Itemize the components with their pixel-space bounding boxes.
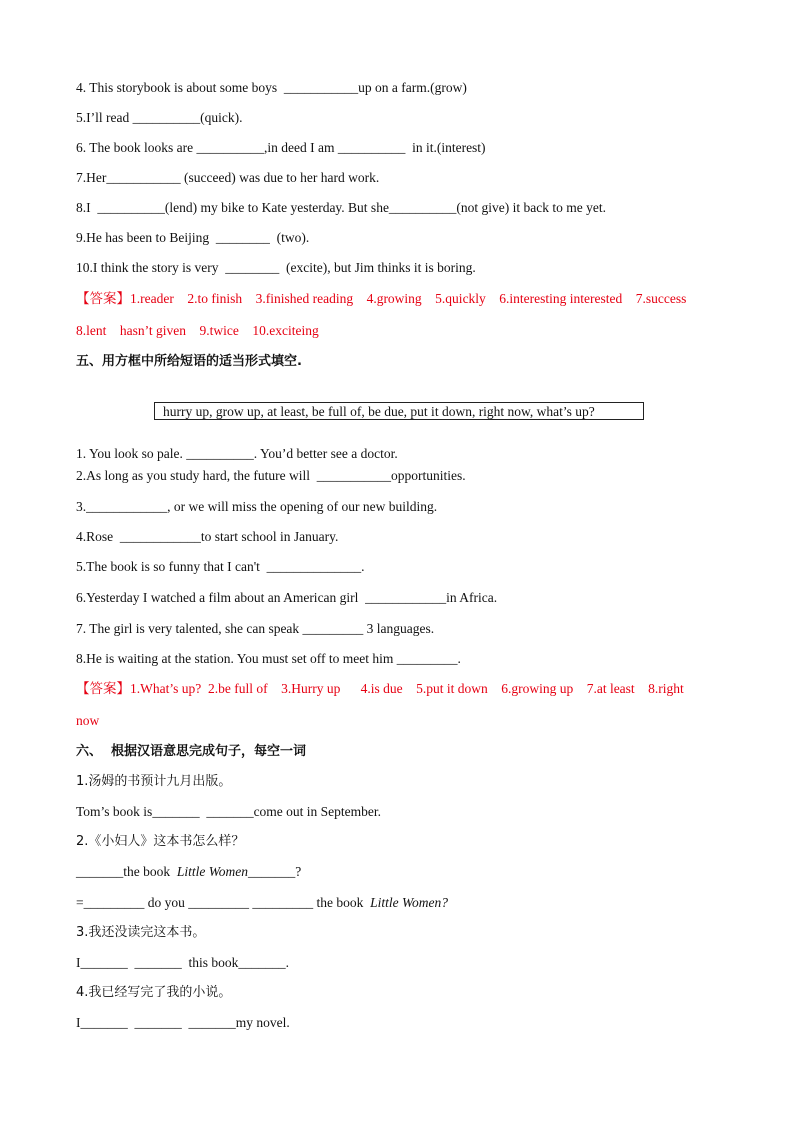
question-5-3: 3.____________, or we will miss the opening of our new building.	[76, 499, 438, 514]
question-5-2: 2.As long as you study hard, the future will ___________opportunities.	[76, 468, 466, 483]
question-6-2-chinese: 2.《小妇人》这本书怎么样？	[76, 834, 245, 849]
q2a-suffix: _______?	[248, 864, 302, 879]
question-6-3-english: I_______ _______ this book_______.	[76, 955, 290, 970]
question-4-7: 7.Her___________ (succeed) was due to her hard work.	[76, 170, 380, 185]
question-6-4-chinese: 4.我已经写完了我的小说。	[76, 985, 232, 1000]
q2b-prefix: =_________ do you _________ _________ the book	[76, 895, 371, 910]
phrase-box: hurry up, grow up, at least, be full of, be due, put it down, right now, what’s up?	[154, 402, 644, 420]
question-6-4-english: I_______ _______ _______my novel.	[76, 1015, 290, 1030]
question-6-2-english-a	[76, 863, 301, 881]
question-6-2-english-b	[76, 894, 448, 912]
question-5-5: 5.The book is so funny that I can't ______________.	[76, 559, 365, 574]
question-6-1-english: Tom’s book is_______ _______come out in September.	[76, 804, 382, 819]
question-6-3-chinese: 3.我还没读完这本书。	[76, 925, 206, 940]
answer-key-section5-line2: now	[76, 713, 100, 728]
question-4-4: 4. This storybook is about some boys ___________up on a farm.(grow)	[76, 80, 467, 95]
q2a-prefix: _______the book	[76, 864, 177, 879]
question-4-8: 8.I __________(lend) my bike to Kate yesterday. But she__________(not give) it back to me yet.	[76, 200, 607, 215]
question-4-10: 10.I think the story is very ________ (excite), but Jim thinks it is boring.	[76, 260, 476, 275]
q2b-book-title: Little Women?	[370, 895, 448, 910]
question-4-5: 5.I’ll read __________(quick).	[76, 110, 243, 125]
question-5-6: 6.Yesterday I watched a film about an American girl ____________in Africa.	[76, 590, 498, 605]
question-5-4: 4.Rose ____________to start school in January.	[76, 529, 339, 544]
section5-heading: 五、用方框中所给短语的适当形式填空.	[76, 354, 302, 369]
question-6-1-chinese: 1.汤姆的书预计九月出版。	[76, 774, 232, 789]
question-4-9: 9.He has been to Beijing ________ (two).	[76, 230, 310, 245]
answer-key-section5-line1: 【答案】1.What’s up? 2.be full of 3.Hurry up 4.is due 5.put it down 6.growing up 7.at least 8.right	[76, 681, 684, 696]
section6-heading: 六、 根据汉语意思完成句子，每空一词	[76, 744, 307, 759]
q2a-book-title: Little Women	[176, 864, 249, 879]
answer-key-section4-line2: 8.lent hasn’t given 9.twice 10.exciteing	[76, 323, 319, 338]
question-5-8: 8.He is waiting at the station. You must set off to meet him _________.	[76, 651, 461, 666]
question-4-6: 6. The book looks are __________,in deed I am __________ in it.(interest)	[76, 140, 486, 155]
question-5-7: 7. The girl is very talented, she can speak _________ 3 languages.	[76, 621, 435, 636]
answer-key-section4-line1: 【答案】1.reader 2.to finish 3.finished reading 4.growing 5.quickly 6.interesting interested 7.success	[76, 291, 687, 306]
question-5-1: 1. You look so pale. __________. You’d better see a doctor.	[76, 446, 398, 461]
